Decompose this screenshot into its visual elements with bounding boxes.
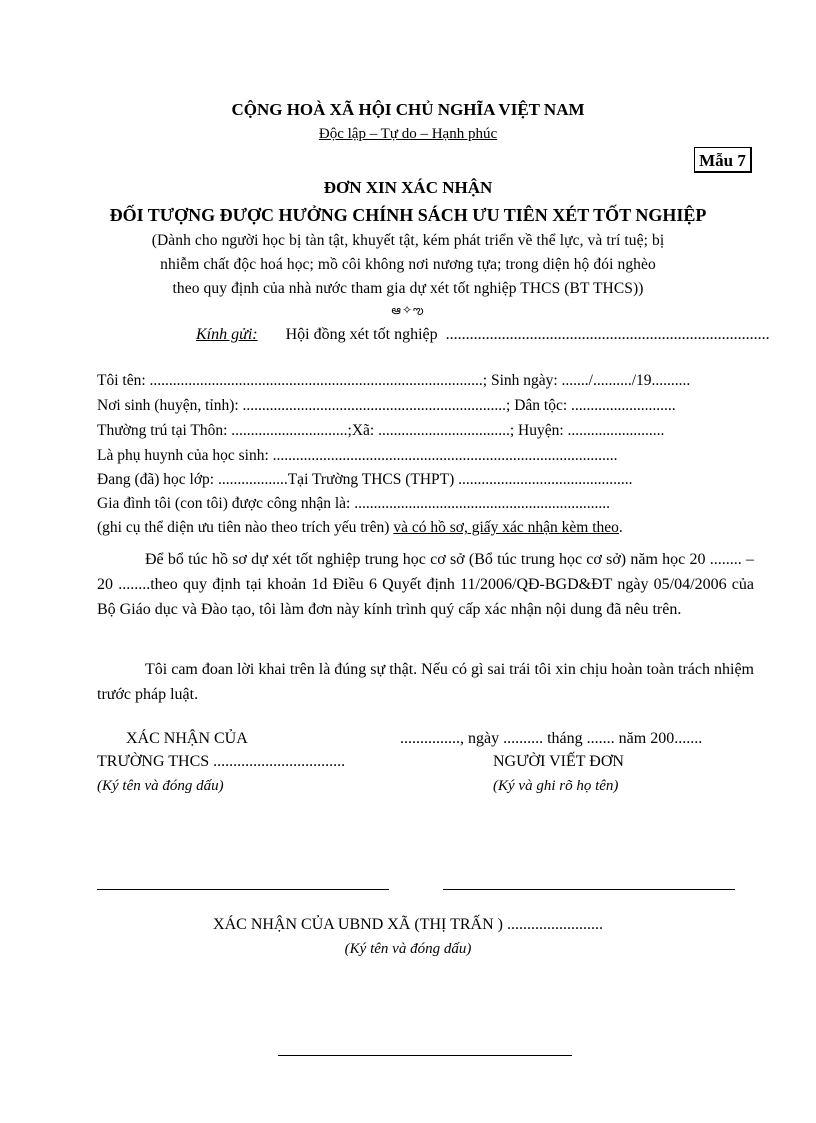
applicant-signature-line	[443, 889, 735, 890]
applicant-title: NGƯỜI VIẾT ĐƠN	[493, 753, 624, 770]
commune-signature-line	[278, 1055, 572, 1056]
field-birthplace-ethnicity: Nơi sinh (huyện, tỉnh): ....................................................................; Dân tộc: ...........................	[97, 397, 676, 414]
recipient-dots: .................................................................................	[445, 326, 770, 343]
form-subtitle: ĐỐI TƯỢNG ĐƯỢC HƯỞNG CHÍNH SÁCH ƯU TIÊN XÉT TỐT NGHIỆP	[109, 205, 707, 225]
priority-note-period: .	[618, 519, 623, 536]
ornament-divider: ఆ✧ఌ	[391, 303, 425, 317]
form-title: ĐƠN XIN XÁC NHẬN	[323, 178, 493, 197]
body-paragraph-request: Để bổ túc hồ sơ dự xét tốt nghiệp trung học cơ sở (Bổ túc trung học cơ sở) năm học 20 ........ – 20 ........theo quy định tại khoản 1d Điều 6 Quyết định 11/2006/QĐ-BGD&ĐT ngày 05/04/2006 của Bộ Giáo dục và Đào tạo, tôi làm đơn này kính trình quý cấp xác nhận nội dung đã nêu trên.	[97, 551, 754, 618]
motto-text: Độc lập – Tự do – Hạnh phúc	[318, 126, 498, 142]
field-class-school: Đang (đã) học lớp: ..................Tại Trường THCS (THPT) .............................................	[97, 471, 633, 488]
commune-sign-note: (Ký tên và đóng dấu)	[344, 941, 472, 957]
country-header: CỘNG HOÀ XÃ HỘI CHỦ NGHĨA VIỆT NAM	[231, 100, 585, 119]
date-line: ..............., ngày .......... tháng ....... năm 200.......	[400, 730, 703, 747]
scope-note-line2: nhiễm chất độc hoá học; mồ côi không nơi nương tựa; trong diện hộ đói nghèo	[160, 256, 656, 273]
commune-confirm-title: XÁC NHẬN CỦA UBND XÃ (THỊ TRẤN ) ........................	[213, 916, 603, 933]
field-recognized-as: Gia đình tôi (con tôi) được công nhận là: ..................................................................	[97, 495, 610, 512]
recipient-label: Kính gửi:	[196, 326, 258, 343]
school-signature-line	[97, 889, 389, 890]
school-name-line: TRƯỜNG THCS .................................	[97, 753, 346, 770]
scope-note-line3: theo quy định của nhà nước tham gia dự xét tốt nghiệp THCS (BT THCS))	[172, 280, 644, 297]
recipient-line	[196, 326, 770, 344]
school-confirm-title: XÁC NHẬN CỦA	[126, 730, 248, 747]
school-sign-note: (Ký tên và đóng dấu)	[97, 778, 224, 794]
form-code-badge: Mẫu 7	[694, 147, 752, 173]
motto	[0, 126, 816, 143]
attachment-note: và có hồ sơ, giấy xác nhận kèm theo	[393, 519, 619, 536]
field-name-dob: Tôi tên: ......................................................................................; Sinh ngày: ......./........../19..........	[97, 372, 691, 389]
scope-note-line1: (Dành cho người học bị tàn tật, khuyết tật, kém phát triển về thể lực, và trí tuệ; bị	[151, 232, 665, 249]
body-paragraph-commitment: Tôi cam đoan lời khai trên là đúng sự thật. Nếu có gì sai trái tôi xin chịu hoàn toàn trách nhiệm trước pháp luật.	[97, 661, 754, 703]
field-priority-note	[97, 519, 623, 537]
priority-note-text: (ghi cụ thể diện ưu tiên nào theo trích yếu trên)	[97, 519, 394, 536]
recipient-value: Hội đồng xét tốt nghiệp	[285, 326, 438, 343]
field-residence: Thường trú tại Thôn: ..............................;Xã: ..................................; Huyện: .........................	[97, 422, 665, 439]
field-parent-of: Là phụ huynh của học sinh: .........................................................................................	[97, 447, 618, 464]
applicant-sign-note: (Ký và ghi rõ họ tên)	[493, 778, 619, 794]
